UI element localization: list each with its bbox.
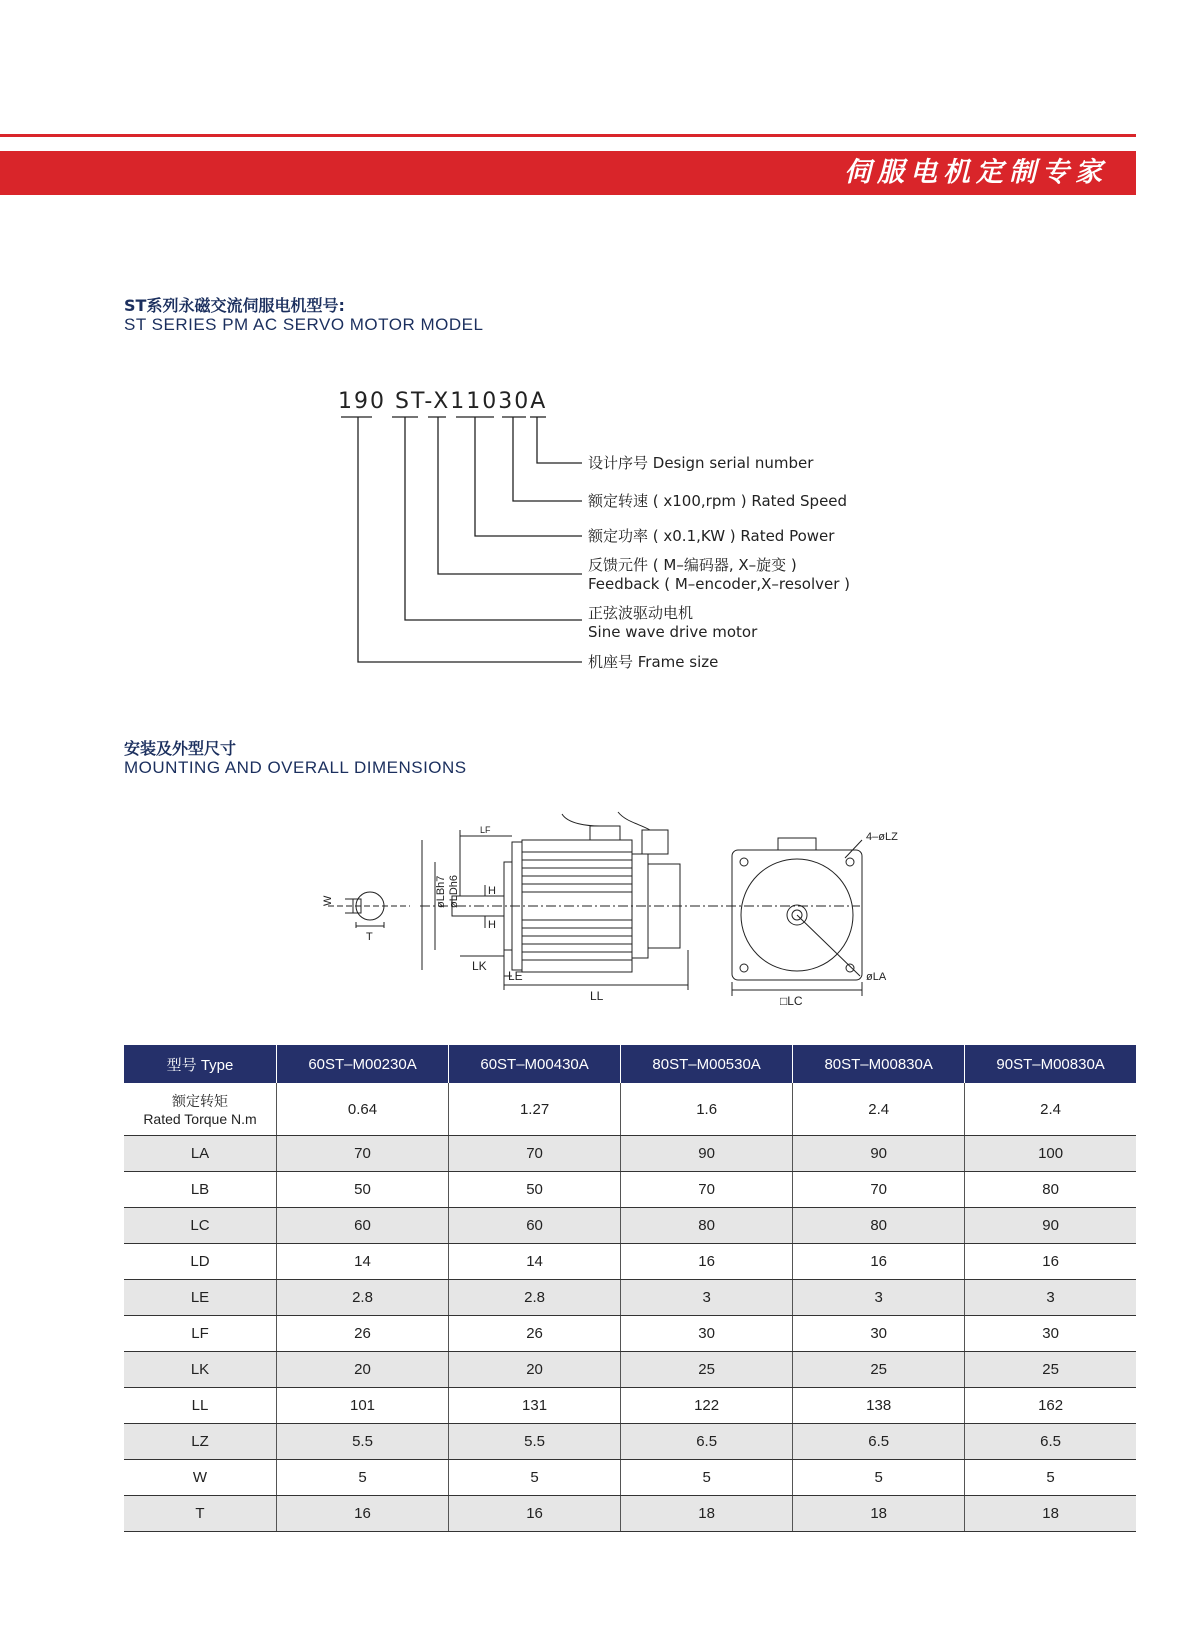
table-cell: 131 bbox=[449, 1388, 621, 1424]
table-cell: 80 bbox=[621, 1208, 793, 1244]
model-code-leader-lines bbox=[0, 0, 1200, 700]
table-cell: 14 bbox=[277, 1244, 449, 1280]
legend-sine-wave-cn: 正弦波驱动电机 bbox=[588, 604, 694, 622]
table-cell: 50 bbox=[277, 1172, 449, 1208]
banner-title: 伺服电机定制专家 bbox=[844, 157, 1108, 188]
table-header-model: 60ST–M00230A bbox=[277, 1045, 449, 1083]
label-h-top: H bbox=[488, 885, 496, 897]
table-cell: 30 bbox=[621, 1316, 793, 1352]
table-cell: 16 bbox=[965, 1244, 1136, 1280]
legend-feedback-en: Feedback ( M–encoder,X–resolver ) bbox=[588, 575, 851, 593]
table-cell: 16 bbox=[621, 1244, 793, 1280]
table-row bbox=[124, 1172, 1136, 1208]
table-cell: 70 bbox=[277, 1136, 449, 1172]
label-la: øLA bbox=[866, 971, 887, 983]
model-code: 190 ST-X11030A bbox=[338, 389, 548, 414]
table-cell: 60 bbox=[277, 1208, 449, 1244]
label-lk: LK bbox=[472, 959, 487, 973]
table-cell: 2.4 bbox=[965, 1083, 1136, 1136]
table-cell: 80 bbox=[965, 1172, 1136, 1208]
table-cell: 25 bbox=[621, 1352, 793, 1388]
table-row bbox=[124, 1316, 1136, 1352]
legend-design-serial: 设计序号 Design serial number bbox=[588, 454, 814, 472]
model-section-title-cn: ST系列永磁交流伺服电机型号: bbox=[124, 296, 345, 315]
table-cell: 0.64 bbox=[277, 1083, 449, 1136]
table-cell: 90 bbox=[965, 1208, 1136, 1244]
label-t: T bbox=[366, 931, 373, 943]
table-row bbox=[124, 1280, 1136, 1316]
table-cell: 5 bbox=[621, 1460, 793, 1496]
table-cell: 2.8 bbox=[277, 1280, 449, 1316]
table-row bbox=[124, 1136, 1136, 1172]
label-lf: LF bbox=[480, 825, 491, 835]
row-label: LZ bbox=[124, 1424, 277, 1460]
table-row bbox=[124, 1244, 1136, 1280]
motor-dimension-drawing bbox=[300, 800, 920, 1020]
table-cell: 1.27 bbox=[449, 1083, 621, 1136]
table-cell: 5 bbox=[277, 1460, 449, 1496]
table-cell: 3 bbox=[793, 1280, 965, 1316]
table-cell: 5 bbox=[965, 1460, 1136, 1496]
table-row bbox=[124, 1460, 1136, 1496]
table-cell: 5 bbox=[793, 1460, 965, 1496]
table-row bbox=[124, 1496, 1136, 1532]
table-cell: 25 bbox=[793, 1352, 965, 1388]
label-lb: øLBh7 bbox=[435, 875, 447, 908]
table-cell: 2.4 bbox=[793, 1083, 965, 1136]
table-cell: 18 bbox=[793, 1496, 965, 1532]
label-h-bottom: H bbox=[488, 919, 496, 931]
row-label: LC bbox=[124, 1208, 277, 1244]
table-cell: 14 bbox=[449, 1244, 621, 1280]
table-cell: 20 bbox=[449, 1352, 621, 1388]
table-cell: 122 bbox=[621, 1388, 793, 1424]
row-label: W bbox=[124, 1460, 277, 1496]
row-label: LB bbox=[124, 1172, 277, 1208]
table-cell: 3 bbox=[621, 1280, 793, 1316]
dimension-section-title-en: MOUNTING AND OVERALL DIMENSIONS bbox=[124, 758, 467, 777]
table-cell: 30 bbox=[965, 1316, 1136, 1352]
table-cell: 26 bbox=[277, 1316, 449, 1352]
table-cell: 70 bbox=[449, 1136, 621, 1172]
table-cell: 101 bbox=[277, 1388, 449, 1424]
table-cell: 162 bbox=[965, 1388, 1136, 1424]
label-ld: øLDh6 bbox=[448, 874, 460, 908]
table-cell: 60 bbox=[449, 1208, 621, 1244]
legend-rated-speed: 额定转速 ( x100,rpm ) Rated Speed bbox=[588, 492, 848, 510]
label-w: W bbox=[322, 895, 334, 906]
table-header-type: 型号 Type bbox=[124, 1045, 277, 1083]
legend-rated-power: 额定功率 ( x0.1,KW ) Rated Power bbox=[588, 527, 835, 545]
table-cell: 16 bbox=[277, 1496, 449, 1532]
row-label: LL bbox=[124, 1388, 277, 1424]
torque-label-en: Rated Torque N.m bbox=[143, 1111, 257, 1127]
table-cell: 5.5 bbox=[449, 1424, 621, 1460]
table-cell: 50 bbox=[449, 1172, 621, 1208]
table-cell: 100 bbox=[965, 1136, 1136, 1172]
legend-frame-size: 机座号 Frame size bbox=[588, 653, 719, 671]
table-row bbox=[124, 1424, 1136, 1460]
table-cell: 20 bbox=[277, 1352, 449, 1388]
table-cell: 25 bbox=[965, 1352, 1136, 1388]
torque-label-cn: 额定转矩 bbox=[172, 1094, 228, 1110]
table-cell: 6.5 bbox=[621, 1424, 793, 1460]
row-label: LE bbox=[124, 1280, 277, 1316]
table-cell: 80 bbox=[793, 1208, 965, 1244]
table-cell: 3 bbox=[965, 1280, 1136, 1316]
table-cell: 30 bbox=[793, 1316, 965, 1352]
row-label: LD bbox=[124, 1244, 277, 1280]
table-row bbox=[124, 1208, 1136, 1244]
label-lz: 4–øLZ bbox=[866, 831, 898, 843]
model-section-title-en: ST SERIES PM AC SERVO MOTOR MODEL bbox=[124, 315, 484, 334]
table-cell: 5.5 bbox=[277, 1424, 449, 1460]
table-row bbox=[124, 1352, 1136, 1388]
table-cell: 70 bbox=[793, 1172, 965, 1208]
dimension-section-title-cn: 安装及外型尺寸 bbox=[124, 739, 237, 758]
row-label-torque bbox=[124, 1083, 277, 1136]
table-cell: 18 bbox=[621, 1496, 793, 1532]
table-cell: 70 bbox=[621, 1172, 793, 1208]
table-cell: 16 bbox=[793, 1244, 965, 1280]
table-cell: 16 bbox=[449, 1496, 621, 1532]
table-cell: 26 bbox=[449, 1316, 621, 1352]
legend-sine-wave-en: Sine wave drive motor bbox=[588, 623, 758, 641]
label-ll: LL bbox=[590, 989, 604, 1003]
table-cell: 6.5 bbox=[965, 1424, 1136, 1460]
table-cell: 2.8 bbox=[449, 1280, 621, 1316]
table-cell: 6.5 bbox=[793, 1424, 965, 1460]
legend-feedback-cn: 反馈元件 ( M–编码器, X–旋变 ) bbox=[588, 556, 797, 574]
table-header-model: 80ST–M00530A bbox=[621, 1045, 793, 1083]
table-header-model: 80ST–M00830A bbox=[793, 1045, 965, 1083]
table-cell: 5 bbox=[449, 1460, 621, 1496]
spec-table bbox=[124, 1045, 1136, 1532]
row-label: LF bbox=[124, 1316, 277, 1352]
table-cell: 90 bbox=[621, 1136, 793, 1172]
table-row-torque bbox=[124, 1083, 1136, 1136]
table-cell: 90 bbox=[793, 1136, 965, 1172]
table-cell: 138 bbox=[793, 1388, 965, 1424]
row-label: T bbox=[124, 1496, 277, 1532]
table-row bbox=[124, 1388, 1136, 1424]
table-header-row bbox=[124, 1045, 1136, 1083]
table-cell: 18 bbox=[965, 1496, 1136, 1532]
label-le: LE bbox=[508, 969, 523, 983]
row-label: LK bbox=[124, 1352, 277, 1388]
label-lc: □LC bbox=[780, 994, 803, 1008]
table-header-model: 90ST–M00830A bbox=[965, 1045, 1136, 1083]
row-label: LA bbox=[124, 1136, 277, 1172]
table-cell: 1.6 bbox=[621, 1083, 793, 1136]
table-header-model: 60ST–M00430A bbox=[449, 1045, 621, 1083]
